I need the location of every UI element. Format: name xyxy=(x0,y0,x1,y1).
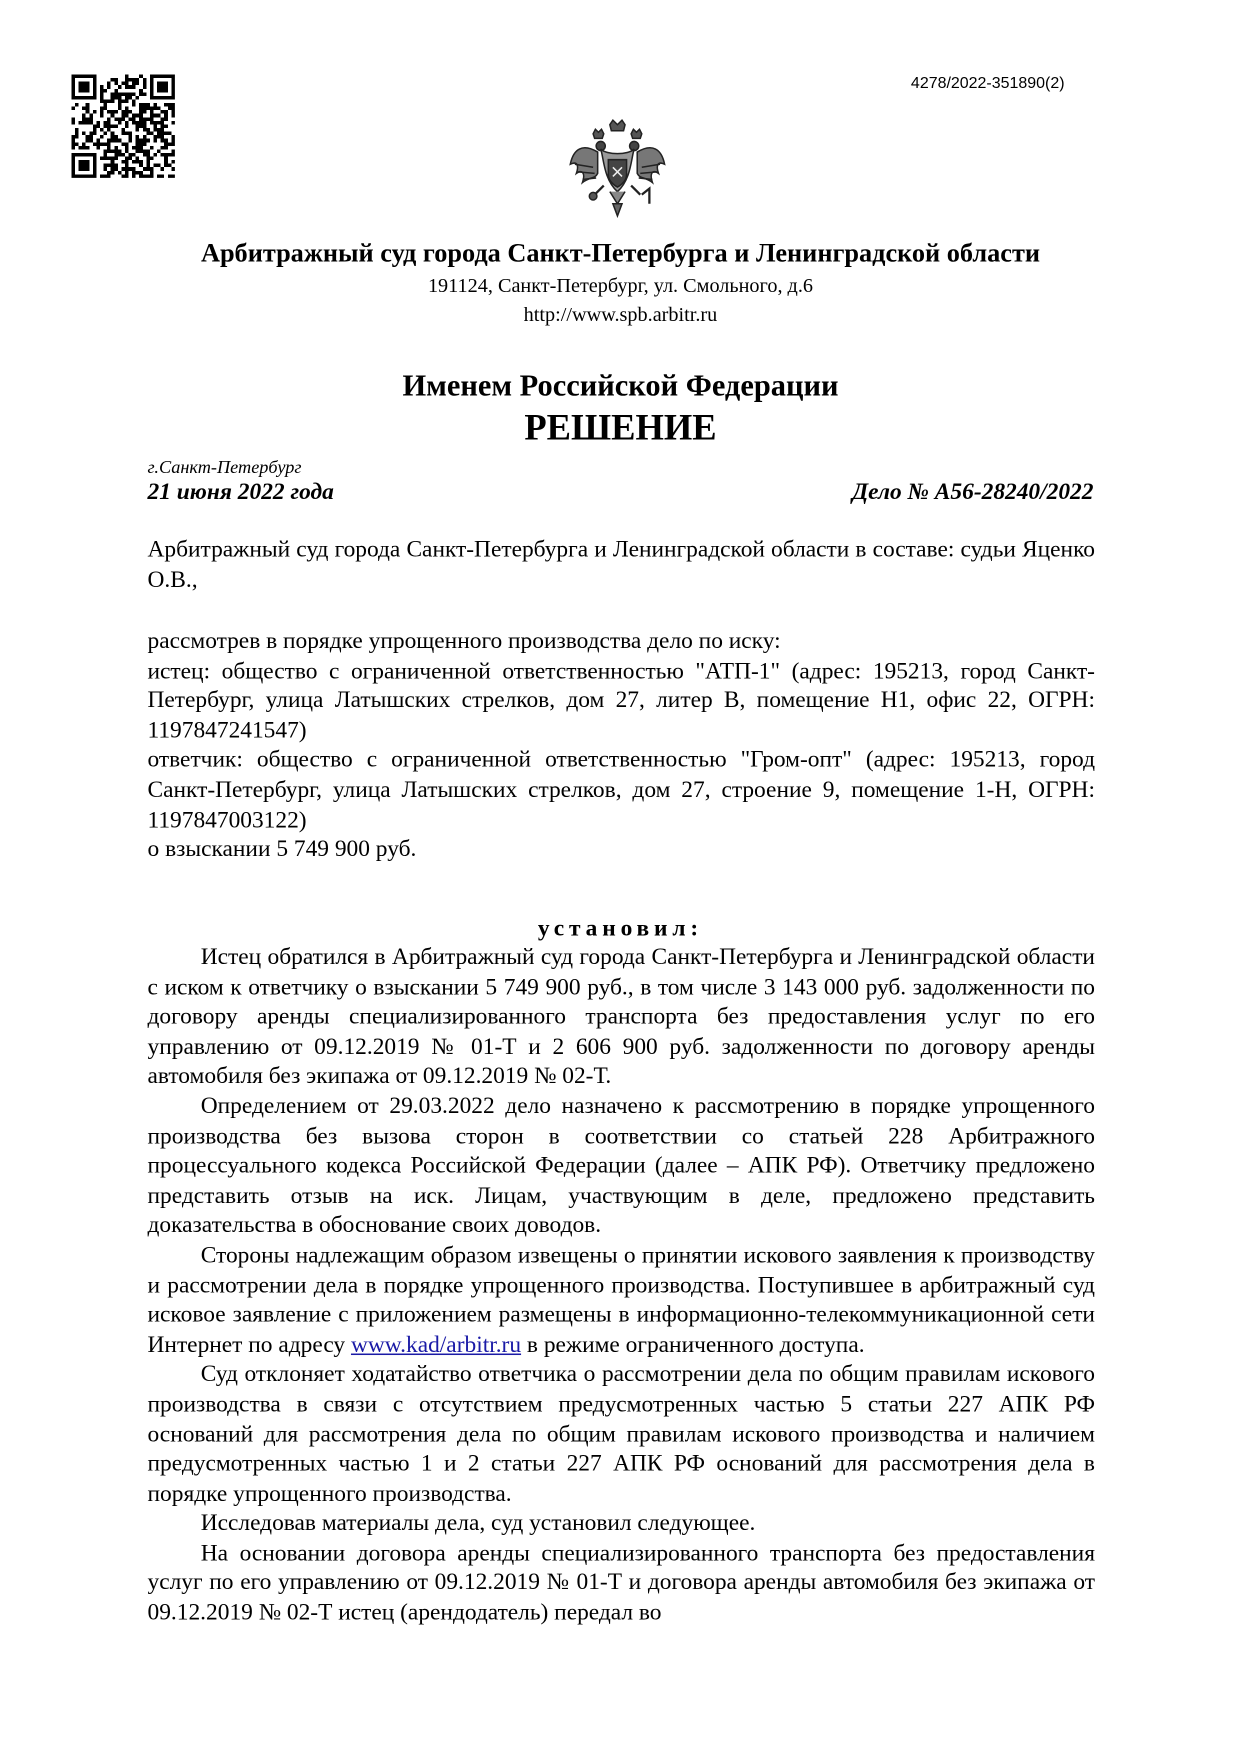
case-number: Дело № А56-28240/2022 xyxy=(852,479,1094,505)
decision-date: 21 июня 2022 года xyxy=(147,479,334,505)
decision-title: РЕШЕНИЕ xyxy=(524,409,717,449)
claim-amount: о взыскании 5 749 900 руб. xyxy=(147,836,417,863)
defendant: ответчик: общество с ограниченной ответственностью "Гром-опт" (адрес: 195213, город Санкт-Петербург, улица Латышских стрелков, дом 27, строение 9, помещение 1-Н, ОГРН: 1197847003122) xyxy=(147,747,1095,833)
paragraph-notification-text: Стороны надлежащим образом извещены о принятии искового заявления к производству и рассмотрении дела в порядке упрощенного производства. Поступившее в арбитражный суд исковое заявление с приложением размещены в информационно-телекоммуникационной сети Интернет по адресу xyxy=(147,1242,1095,1358)
composition-text: Арбитражный суд города Санкт-Петербурга и Ленинградской области в составе: судьи Яценко О.В., xyxy=(147,536,1095,593)
parties-intro: рассмотрев в порядке упрощенного производства дело по иску: xyxy=(147,628,781,654)
plaintiff: истец: общество с ограниченной ответственностью "АТП-1" (адрес: 195213, город Санкт-Петербург, улица Латышских стрелков, дом 27, литер В, помещение Н1, офис 22, ОГРН: 1197847241547) xyxy=(147,657,1095,744)
paragraph-examined: Исследовав материалы дела, суд установил следующее. xyxy=(200,1510,756,1537)
decision-body xyxy=(148,943,1095,1628)
coat-of-arms-icon xyxy=(567,119,667,222)
paragraph-notification xyxy=(148,1241,1095,1360)
document-id: 4278/2022-351890(2) xyxy=(910,74,1065,93)
court-address: 191124, Санкт-Петербург, ул. Смольного, д.6 xyxy=(427,273,814,297)
kad-arbitr-link[interactable]: www.kad/arbitr.ru xyxy=(350,1331,522,1358)
paragraph-claim: Истец обратился в Арбитражный суд города Санкт-Петербурга и Ленинградской области с иском к ответчику о взыскании 5 749 900 руб., в том числе 3 143 000 руб. задолженности по договору аренды специализированного транспорта без предоставления услуг по его управлению от 09.12.2019 № 01-Т и 2 606 900 руб. задолженности по договору аренды автомобиля без экипажа от 09.12.2019 № 02-Т. xyxy=(147,944,1095,1090)
paragraph-ruling: Определением от 29.03.2022 дело назначено к рассмотрению в порядке упрощенного производства без вызова сторон в соответствии со статьей 228 Арбитражного процессуального кодекса Российской Федерации (далее – АПК РФ). Ответчику предложено представить отзыв на иск. Лицам, участвующим в деле, предложено представить доказательства в обоснование своих доводов. xyxy=(147,1093,1095,1239)
paragraph-contract: На основании договора аренды специализированного транспорта без предоставления услуг по его управлению от 09.12.2019 № 01-Т и договора аренды автомобиля без экипажа от 09.12.2019 № 02-Т истец (арендодатель) передал во xyxy=(147,1540,1095,1626)
court-composition xyxy=(148,535,1095,595)
established-heading: установил: xyxy=(537,915,704,942)
in-the-name-heading: Именем Российской Федерации xyxy=(402,369,839,404)
paragraph-motion: Суд отклоняет ходатайство ответчика о рассмотрении дела по общим правилам искового производства в связи с отсутствием предусмотренных частью 5 статьи 227 АПК РФ оснований для рассмотрения дела по общим правилам искового производства и наличием предусмотренных частью 1 и 2 статьи 227 АПК РФ оснований для рассмотрения дела в порядке упрощенного производства. xyxy=(147,1361,1095,1507)
court-website: http://www.spb.arbitr.ru xyxy=(523,302,718,326)
paragraph-notification-tail: в режиме ограниченного доступа. xyxy=(521,1331,865,1358)
court-name: Арбитражный суд города Санкт-Петербурга и Ленинградской области xyxy=(200,238,1041,268)
parties-block xyxy=(148,627,1095,865)
city: г.Санкт-Петербург xyxy=(147,456,302,478)
date-case-line xyxy=(148,479,1094,506)
